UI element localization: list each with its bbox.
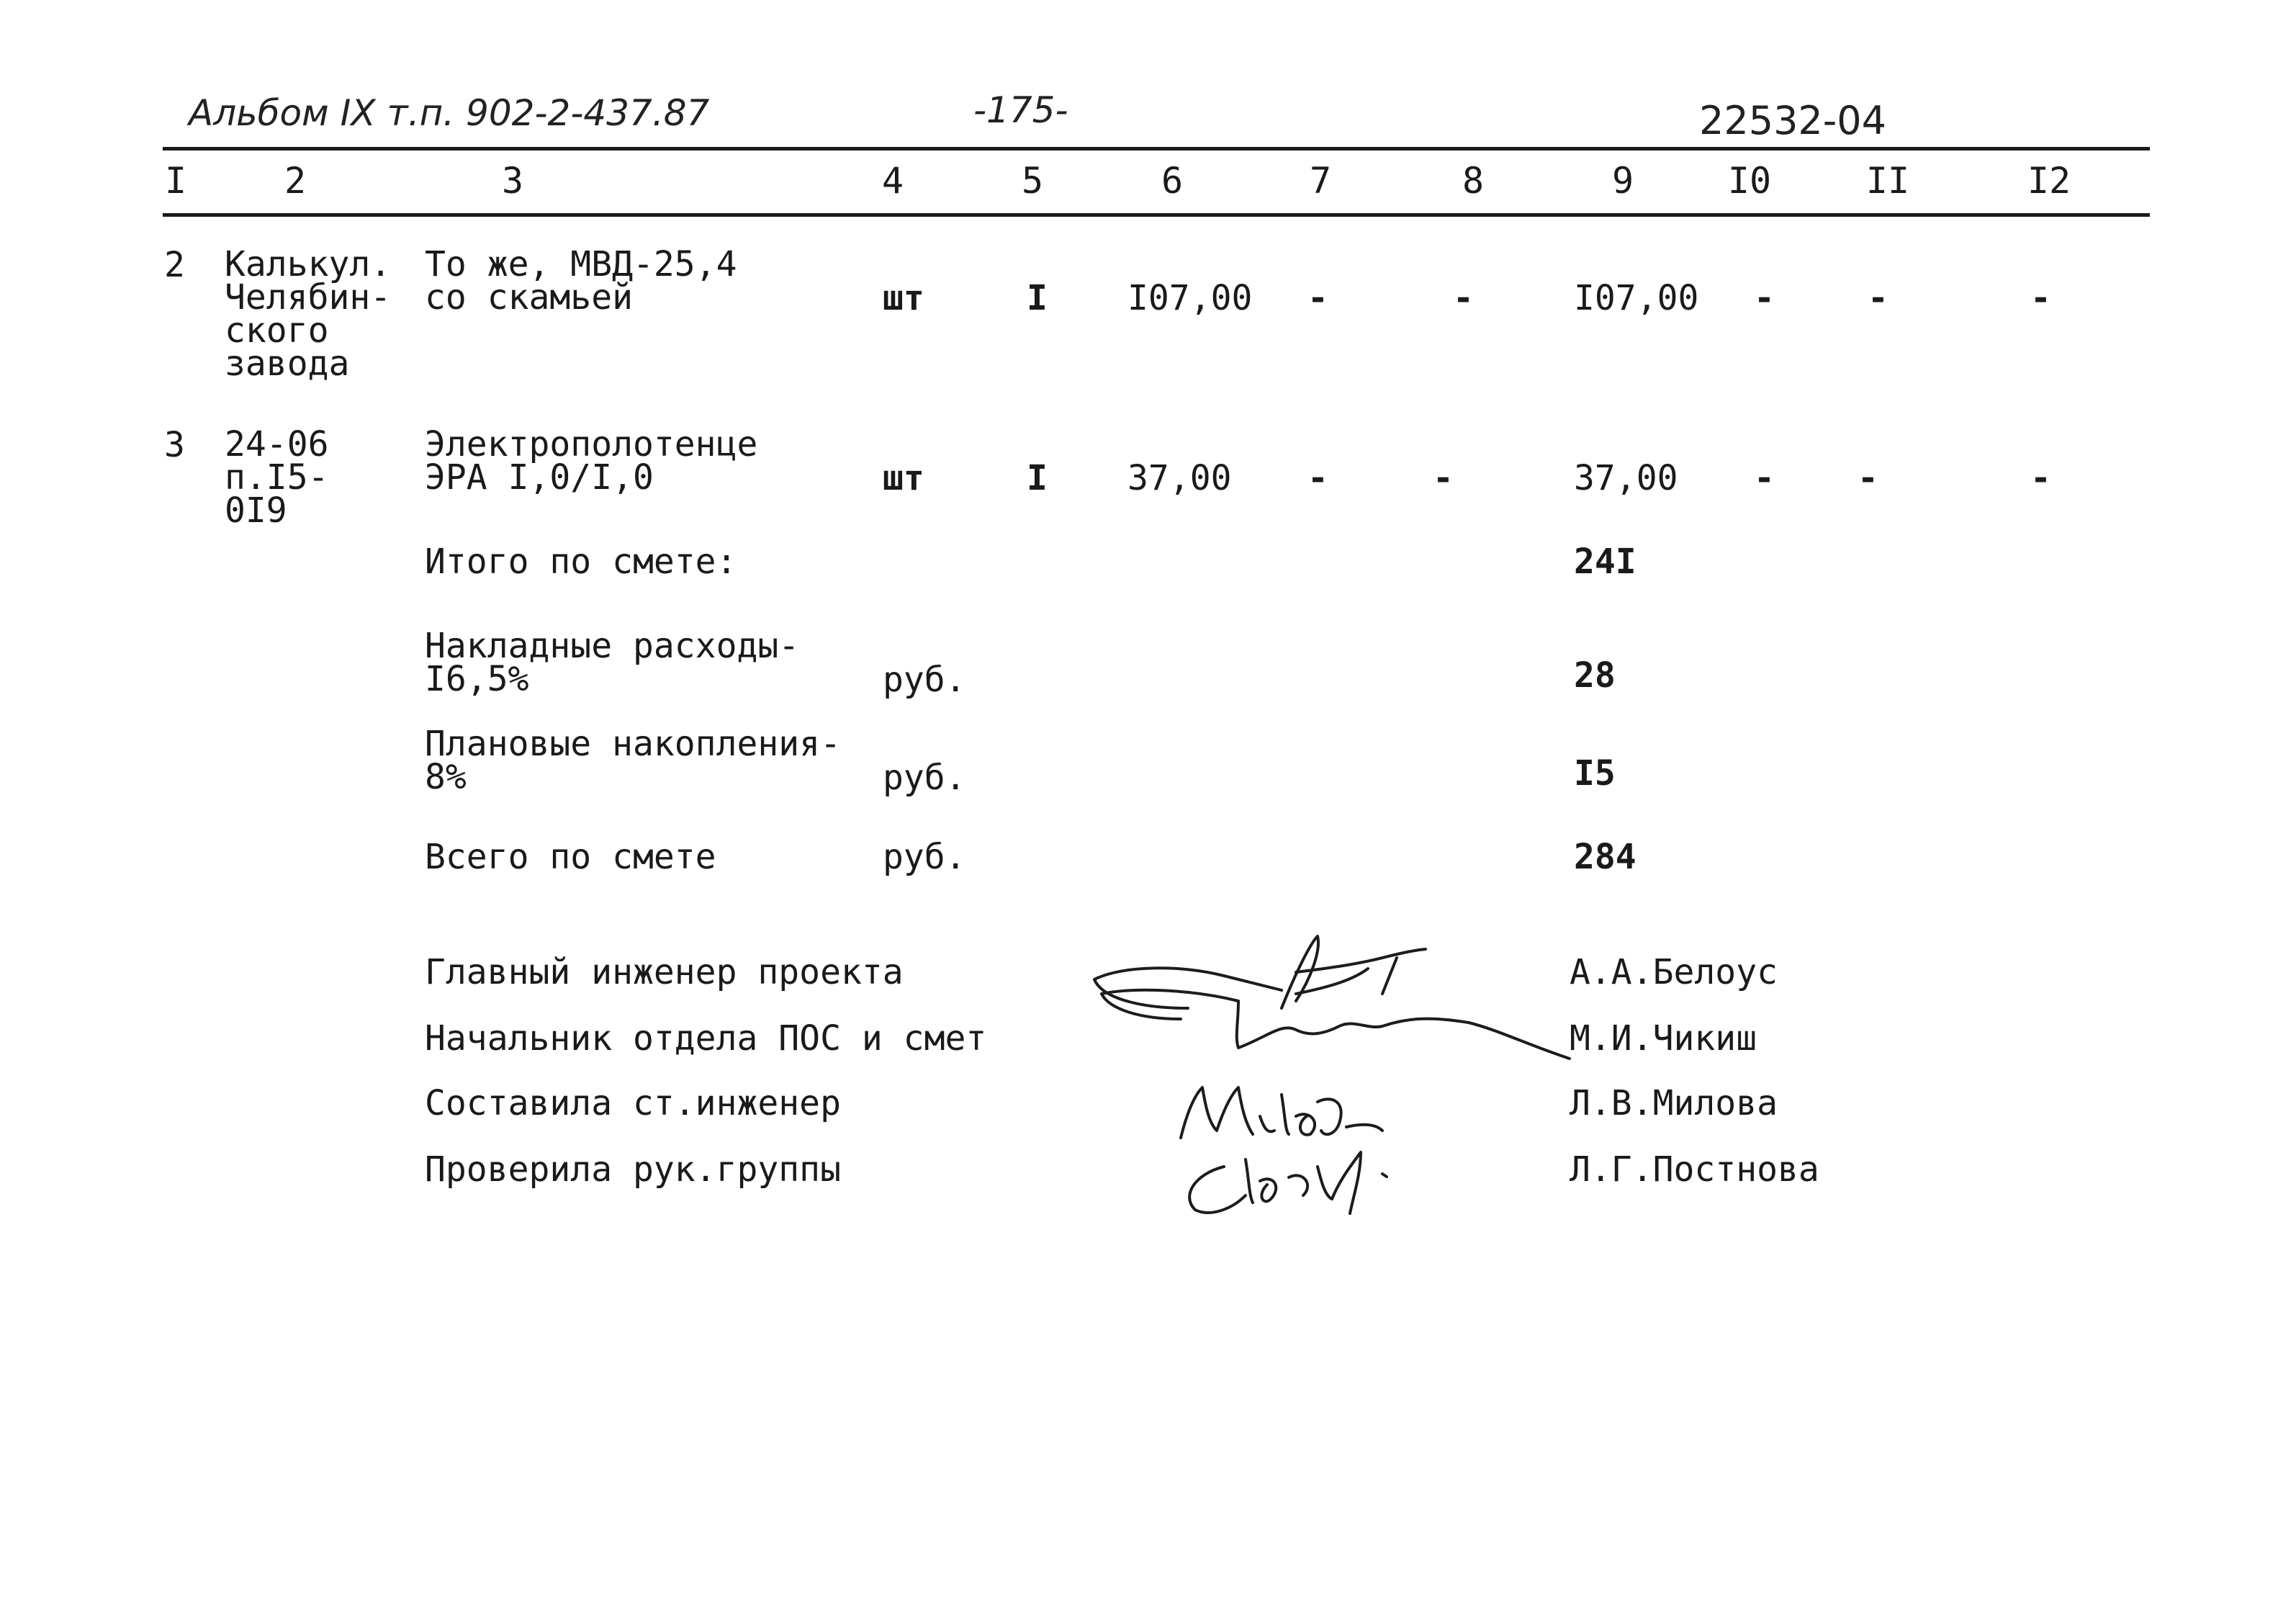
col-2: 2 bbox=[284, 160, 307, 202]
name-line: То же, МВД-25,4 bbox=[425, 244, 737, 284]
row-name bbox=[425, 424, 758, 498]
row-unit: шт bbox=[883, 458, 924, 498]
row-col12: - bbox=[2030, 278, 2051, 318]
signer-role: Составила ст.инженер bbox=[425, 1083, 841, 1123]
row-source bbox=[225, 424, 329, 531]
source-line: п.I5- bbox=[225, 457, 329, 498]
source-line: 24-06 bbox=[225, 424, 329, 464]
label-line: 8% bbox=[425, 757, 467, 797]
summary-overhead-value: 28 bbox=[1574, 655, 1616, 696]
summary-grand-unit: руб. bbox=[883, 837, 966, 877]
col-7: 7 bbox=[1309, 160, 1332, 202]
signer-name: А.А.Белоус bbox=[1570, 952, 1778, 992]
source-line: завода bbox=[225, 344, 350, 384]
row-col7: - bbox=[1307, 458, 1328, 498]
label-line: Накладные расходы- bbox=[425, 626, 800, 666]
name-line: Электрополотенце bbox=[425, 424, 758, 464]
row-number: 3 bbox=[164, 425, 185, 465]
signature-engineer bbox=[1166, 1073, 1411, 1152]
summary-overhead-unit: руб. bbox=[883, 660, 966, 700]
row-col7: - bbox=[1307, 278, 1328, 318]
summary-savings-label bbox=[425, 724, 841, 797]
row-qty: I bbox=[1027, 458, 1048, 498]
col-8: 8 bbox=[1462, 160, 1485, 202]
col-3: 3 bbox=[501, 160, 524, 202]
row-price: I07,00 bbox=[1127, 278, 1253, 318]
row-number: 2 bbox=[164, 245, 185, 285]
row-col12: - bbox=[2030, 458, 2051, 498]
row-col8: - bbox=[1453, 278, 1474, 318]
col-10: I0 bbox=[1727, 160, 1772, 202]
col-5: 5 bbox=[1021, 160, 1044, 202]
row-price: 37,00 bbox=[1127, 458, 1232, 498]
source-line: Калькул. bbox=[225, 244, 392, 284]
col-1: I bbox=[164, 160, 187, 202]
signer-name: М.И.Чикиш bbox=[1570, 1018, 1757, 1059]
col-6: 6 bbox=[1161, 160, 1184, 202]
label-line: Плановые накопления- bbox=[425, 724, 841, 764]
row-col10: - bbox=[1754, 278, 1775, 318]
signer-role: Начальник отдела ПОС и смет bbox=[425, 1018, 987, 1059]
col-9: 9 bbox=[1611, 160, 1634, 202]
row-col8: - bbox=[1433, 458, 1454, 498]
summary-savings-value: I5 bbox=[1574, 753, 1616, 794]
summary-grand-label: Всего по смете bbox=[425, 837, 716, 877]
row-total: 37,00 bbox=[1574, 458, 1678, 498]
signer-role: Проверила рук.группы bbox=[425, 1149, 841, 1190]
row-col10: - bbox=[1754, 458, 1775, 498]
signature-department-head bbox=[1094, 979, 1584, 1080]
summary-overhead-label bbox=[425, 626, 800, 699]
row-col11: - bbox=[1858, 458, 1878, 498]
row-source bbox=[225, 244, 392, 384]
col-11: II bbox=[1865, 160, 1910, 202]
row-total: I07,00 bbox=[1574, 278, 1699, 318]
signature-group-head bbox=[1166, 1145, 1426, 1224]
row-qty: I bbox=[1027, 278, 1048, 318]
summary-total-label: Итого по смете: bbox=[425, 542, 737, 582]
summary-savings-unit: руб. bbox=[883, 758, 966, 798]
album-reference: Альбом IX т.п. 902-2-437.87 bbox=[189, 92, 710, 134]
signer-name: Л.В.Милова bbox=[1570, 1083, 1778, 1123]
name-line: ЭРА I,0/I,0 bbox=[425, 457, 654, 498]
document-code: 22532-04 bbox=[1699, 98, 1886, 143]
summary-grand-value: 284 bbox=[1574, 837, 1637, 877]
summary-total-value: 24I bbox=[1574, 542, 1637, 582]
name-line: со скамьей bbox=[425, 277, 633, 318]
row-unit: шт bbox=[883, 278, 924, 318]
signer-role: Главный инженер проекта bbox=[425, 952, 904, 992]
col-12: I2 bbox=[2027, 160, 2071, 202]
source-line: Челябин- bbox=[225, 277, 392, 318]
row-name bbox=[425, 244, 737, 318]
source-line: ского bbox=[225, 310, 329, 351]
label-line: I6,5% bbox=[425, 659, 529, 699]
source-line: 0I9 bbox=[225, 490, 287, 531]
col-4: 4 bbox=[881, 160, 904, 202]
header-top-rule bbox=[163, 147, 2150, 151]
row-col11: - bbox=[1868, 278, 1888, 318]
signer-name: Л.Г.Постнова bbox=[1570, 1149, 1819, 1190]
header-bottom-rule bbox=[163, 213, 2150, 217]
page-number: -175- bbox=[973, 89, 1068, 131]
